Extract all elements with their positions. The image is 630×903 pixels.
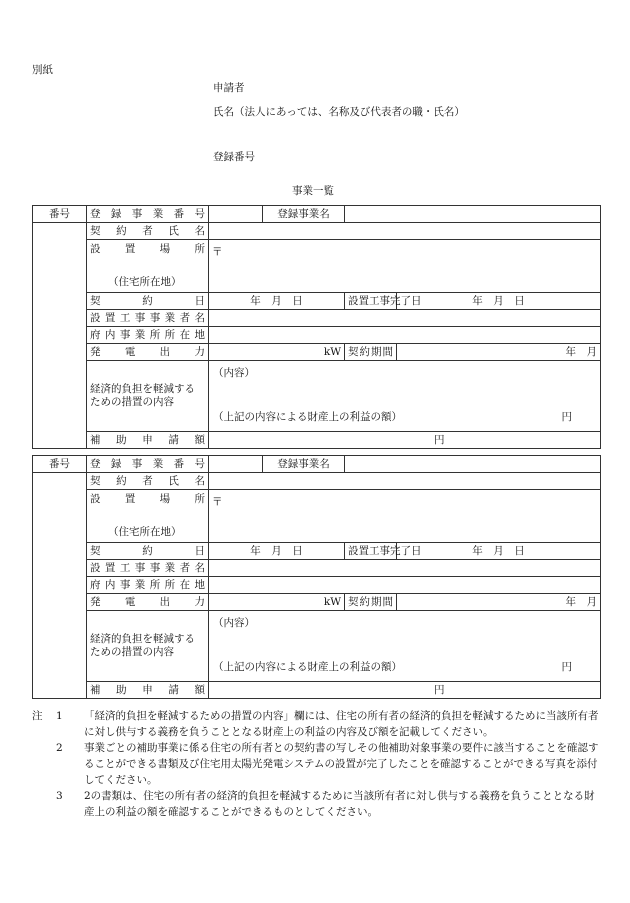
note-number: 3 — [56, 790, 63, 802]
note-text: 事業ごとの補助事業に係る住宅の所有者との契約書の写しその他補助対象事業の要件に該当することを確認することができる書類及び住宅用太陽光発電システムの設置が完了したことを確認することができる写真を添付してください。 — [84, 742, 599, 786]
contractor-label: 契約者氏名 — [87, 223, 209, 240]
contractor-value — [209, 223, 601, 240]
business-number-value — [209, 206, 263, 223]
subsidy-value: 円 — [209, 682, 601, 699]
benefit-label: （上記の内容による財産上の利益の額） — [213, 661, 402, 673]
burden-label-line1: 経済的負担を軽減する — [90, 383, 195, 395]
subsidy-label: 補助申請額 — [87, 432, 209, 449]
note-number: 2 — [56, 742, 63, 754]
postal-mark: 〒 — [212, 496, 223, 508]
contract-period-value: 年 月 — [397, 594, 601, 611]
number-label: 番号 — [33, 206, 87, 223]
burden-value — [209, 611, 601, 682]
table-title: 事業一覧 — [292, 185, 334, 197]
installer-value — [209, 560, 601, 577]
location-label — [87, 240, 209, 293]
burden-label — [87, 611, 209, 682]
business-number-label: 登録事業番号 — [87, 206, 209, 223]
business-name-label: 登録事業名 — [263, 456, 345, 473]
business-number-label: 登録事業番号 — [87, 456, 209, 473]
attachment-label: 別紙 — [32, 64, 53, 76]
business-block-1 — [32, 205, 601, 449]
note-item — [32, 788, 604, 820]
contract-period-label: 契約期間 — [345, 594, 397, 611]
benefit-yen: 円 — [561, 411, 573, 423]
number-value — [33, 223, 87, 449]
location-label-text: 設置場所 — [90, 243, 205, 255]
note-number: 1 — [56, 710, 63, 722]
note-item — [32, 708, 604, 740]
subsidy-label: 補助申請額 — [87, 682, 209, 699]
location-label-text: 設置場所 — [90, 493, 205, 505]
burden-label-line2: ための措置の内容 — [90, 646, 174, 658]
output-value: kW — [209, 344, 345, 361]
applicant-name-label: 氏名（法人にあっては、名称及び代表者の職・氏名） — [213, 106, 465, 118]
location-label — [87, 490, 209, 543]
office-value — [209, 327, 601, 344]
completion-date-value: 年 月 日 — [397, 543, 601, 560]
office-value — [209, 577, 601, 594]
benefit-label: （上記の内容による財産上の利益の額） — [213, 411, 402, 423]
burden-label — [87, 361, 209, 432]
output-value: kW — [209, 594, 345, 611]
subsidy-value: 円 — [209, 432, 601, 449]
business-name-value — [345, 206, 601, 223]
completion-date-label: 設置工事完了日 — [345, 293, 397, 310]
residence-label: （住宅所在地） — [108, 276, 182, 288]
business-name-value — [345, 456, 601, 473]
number-label: 番号 — [33, 456, 87, 473]
installer-label: 設置工事事業者名 — [87, 310, 209, 327]
burden-label-line1: 経済的負担を軽減する — [90, 633, 195, 645]
contract-period-label: 契約期間 — [345, 344, 397, 361]
output-label: 発電出力 — [87, 344, 209, 361]
note-text: 「経済的負担を軽減するための措置の内容」欄には、住宅の所有者の経済的負担を軽減するために当該所有者に対し供与する義務を負うこととなる財産上の利益の内容及び額を記載してください。 — [84, 710, 599, 738]
business-number-value — [209, 456, 263, 473]
output-label: 発電出力 — [87, 594, 209, 611]
note-text: 2の書類は、住宅の所有者の経済的負担を軽減するために当該所有者に対し供与する義務を負うこととなる財産上の利益の額を確認することができるものとしてください。 — [84, 790, 595, 818]
burden-label-line2: ための措置の内容 — [90, 396, 174, 408]
office-label: 府内事業所所在地 — [87, 327, 209, 344]
registration-number-label: 登録番号 — [213, 151, 255, 163]
contract-date-label: 契約日 — [87, 293, 209, 310]
applicant-label: 申請者 — [213, 82, 245, 94]
postal-mark: 〒 — [212, 246, 223, 258]
number-value — [33, 473, 87, 699]
installer-value — [209, 310, 601, 327]
notes — [32, 708, 604, 820]
business-block-2 — [32, 455, 601, 699]
residence-label: （住宅所在地） — [108, 526, 182, 538]
contract-period-value: 年 月 — [397, 344, 601, 361]
location-value — [209, 240, 601, 293]
location-value — [209, 490, 601, 543]
note-item — [32, 740, 604, 788]
note-prefix: 注 — [32, 710, 43, 722]
content-label: （内容） — [213, 617, 255, 629]
contract-date-value: 年 月 日 — [209, 293, 345, 310]
burden-value — [209, 361, 601, 432]
contractor-label: 契約者氏名 — [87, 473, 209, 490]
contractor-value — [209, 473, 601, 490]
contract-date-label: 契約日 — [87, 543, 209, 560]
completion-date-value: 年 月 日 — [397, 293, 601, 310]
contract-date-value: 年 月 日 — [209, 543, 345, 560]
installer-label: 設置工事事業者名 — [87, 560, 209, 577]
benefit-yen: 円 — [561, 661, 573, 673]
business-name-label: 登録事業名 — [263, 206, 345, 223]
content-label: （内容） — [213, 367, 255, 379]
office-label: 府内事業所所在地 — [87, 577, 209, 594]
completion-date-label: 設置工事完了日 — [345, 543, 397, 560]
